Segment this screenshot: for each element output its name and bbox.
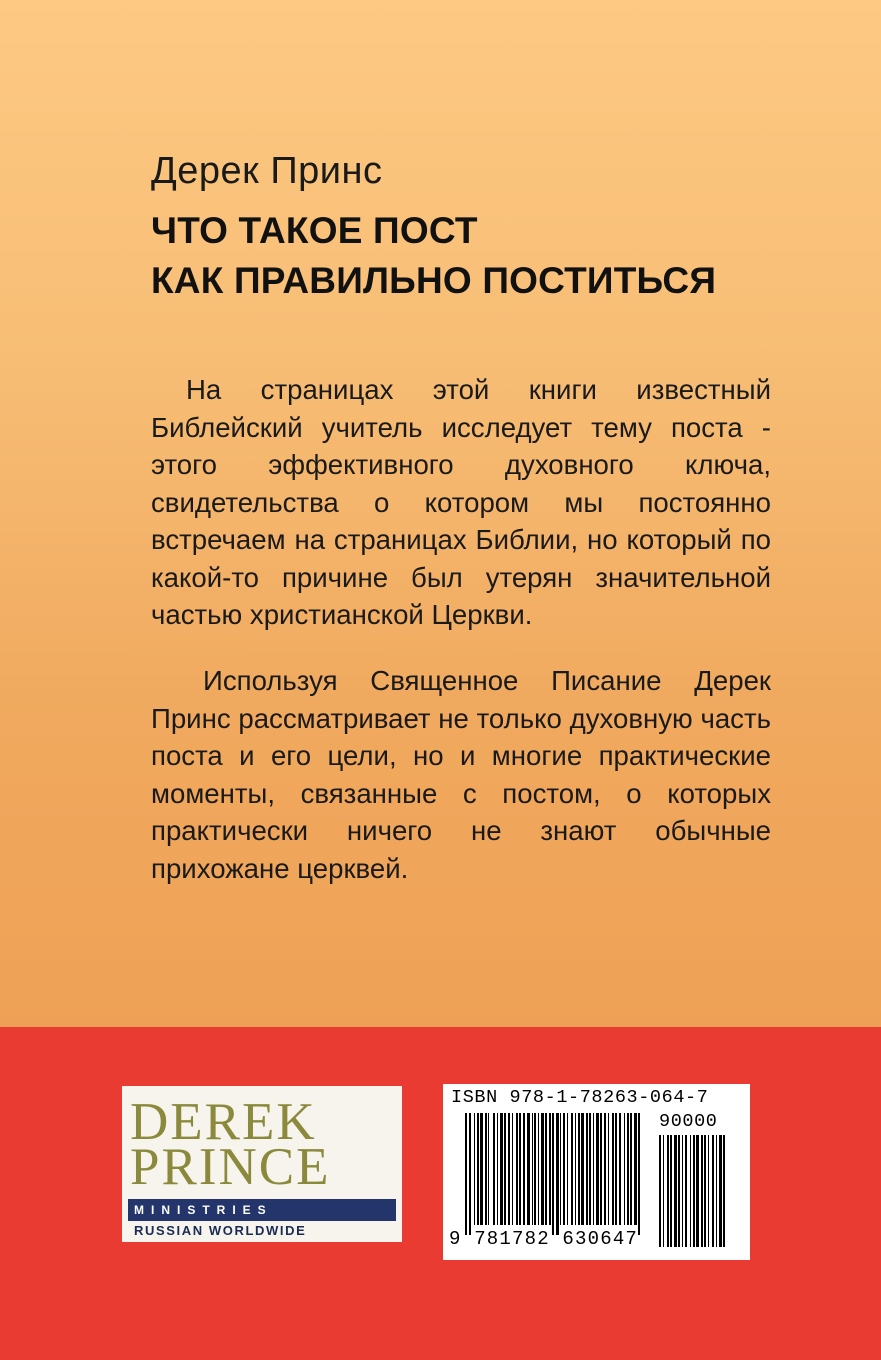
logo-ministries-band: MINISTRIES xyxy=(128,1199,396,1221)
barcode-bar xyxy=(682,1135,683,1247)
barcode-bar xyxy=(578,1113,580,1225)
barcode-bar xyxy=(556,1113,559,1235)
publisher-logo xyxy=(122,1086,402,1242)
logo-word-derek: DEREK xyxy=(130,1093,317,1151)
barcode-bar xyxy=(608,1113,609,1225)
barcode-bar xyxy=(480,1113,483,1225)
barcode-bar xyxy=(560,1113,561,1225)
barcode-bar xyxy=(638,1113,640,1235)
barcode-bar xyxy=(552,1113,554,1235)
barcode-bar xyxy=(589,1113,591,1225)
barcode-bar xyxy=(678,1135,680,1247)
barcode-bar xyxy=(704,1135,706,1247)
barcode-bar xyxy=(596,1113,599,1225)
barcode-bar xyxy=(545,1113,547,1225)
barcode-bar xyxy=(508,1113,510,1225)
barcode-bar xyxy=(693,1135,695,1247)
barcode-bar xyxy=(575,1113,576,1225)
barcode-bar xyxy=(627,1113,629,1225)
barcode-bar xyxy=(659,1135,661,1247)
barcode-bar xyxy=(600,1113,602,1225)
author-name: Дерек Принс xyxy=(151,150,383,192)
book-title-line-1: ЧТО ТАКОЕ ПОСТ xyxy=(151,210,478,251)
barcode-digits: 9 781782 630647 xyxy=(449,1228,639,1250)
barcode-bar xyxy=(615,1113,617,1225)
barcode-bar xyxy=(667,1135,669,1247)
barcode-bar xyxy=(485,1113,487,1225)
barcode-bar xyxy=(630,1113,632,1225)
barcode-bar xyxy=(523,1113,525,1225)
book-title-line-2: КАК ПРАВИЛЬНО ПОСТИТЬСЯ xyxy=(151,260,717,301)
barcode-bar xyxy=(534,1113,536,1225)
logo-subtitle: RUSSIAN WORLDWIDE xyxy=(134,1223,307,1238)
barcode-bar xyxy=(477,1113,479,1225)
barcode-bar xyxy=(624,1113,625,1225)
barcode-bar xyxy=(612,1113,614,1225)
barcode-bar xyxy=(516,1113,518,1225)
isbn-text: ISBN 978-1-78263-064-7 xyxy=(451,1087,709,1108)
barcode-bar xyxy=(563,1113,565,1225)
logo-word-prince: PRINCE xyxy=(130,1138,331,1196)
barcode-bar xyxy=(634,1113,637,1225)
barcode-bar xyxy=(696,1135,699,1247)
barcode-bar xyxy=(469,1113,471,1235)
barcode-bar xyxy=(571,1113,573,1225)
barcode-bar xyxy=(504,1113,506,1225)
barcode-bar xyxy=(488,1113,489,1225)
barcode-bar xyxy=(512,1113,513,1225)
barcode-bar xyxy=(723,1135,725,1247)
barcode-bar xyxy=(532,1113,533,1225)
price-code-text: 90000 xyxy=(659,1111,718,1132)
barcode-bar xyxy=(586,1113,588,1225)
barcode-bar xyxy=(465,1113,467,1235)
barcode-bar xyxy=(474,1113,475,1225)
barcode-bar xyxy=(604,1113,606,1225)
barcode-bar xyxy=(527,1113,530,1225)
barcode-bar xyxy=(701,1135,703,1247)
barcode-bar xyxy=(712,1135,714,1247)
barcode-bar xyxy=(674,1135,677,1247)
barcode-bar xyxy=(685,1135,687,1247)
barcode-bar xyxy=(593,1113,594,1225)
barcode-bar xyxy=(567,1113,568,1225)
barcode-bar xyxy=(670,1135,672,1247)
barcode-bar xyxy=(581,1113,584,1225)
barcode-main-bars xyxy=(465,1113,655,1235)
barcode-bar xyxy=(663,1135,664,1247)
barcode-bar xyxy=(716,1135,717,1247)
barcode-bar xyxy=(690,1135,691,1247)
barcode-bar xyxy=(719,1135,722,1247)
description-paragraph-1: На страницах этой книги известный Библейский учитель исследует тему поста - этого эффективного духовного ключа, свидетельства о котором мы постоянно встречаем на страницах Библии, но который по какой-то причине был утерян значительной частью христианской Церкви. xyxy=(151,374,771,630)
barcode-bar xyxy=(497,1113,498,1225)
barcode-bar xyxy=(619,1113,621,1225)
barcode-bar xyxy=(538,1113,539,1225)
isbn-barcode xyxy=(443,1084,750,1260)
barcode-bar xyxy=(549,1113,551,1225)
description-paragraph-2: Используя Священное Писание Дерек Принс рассматривает не только духовную часть поста и его цели, но и многие практические моменты, связанные с постом, о которых практически ничего не знают обычные прихожане церквей. xyxy=(151,665,771,884)
barcode-bar xyxy=(708,1135,709,1247)
barcode-addon-bars xyxy=(659,1135,745,1247)
barcode-bar xyxy=(541,1113,544,1225)
barcode-bar xyxy=(519,1113,521,1225)
barcode-bar xyxy=(493,1113,495,1225)
barcode-bar xyxy=(500,1113,503,1225)
